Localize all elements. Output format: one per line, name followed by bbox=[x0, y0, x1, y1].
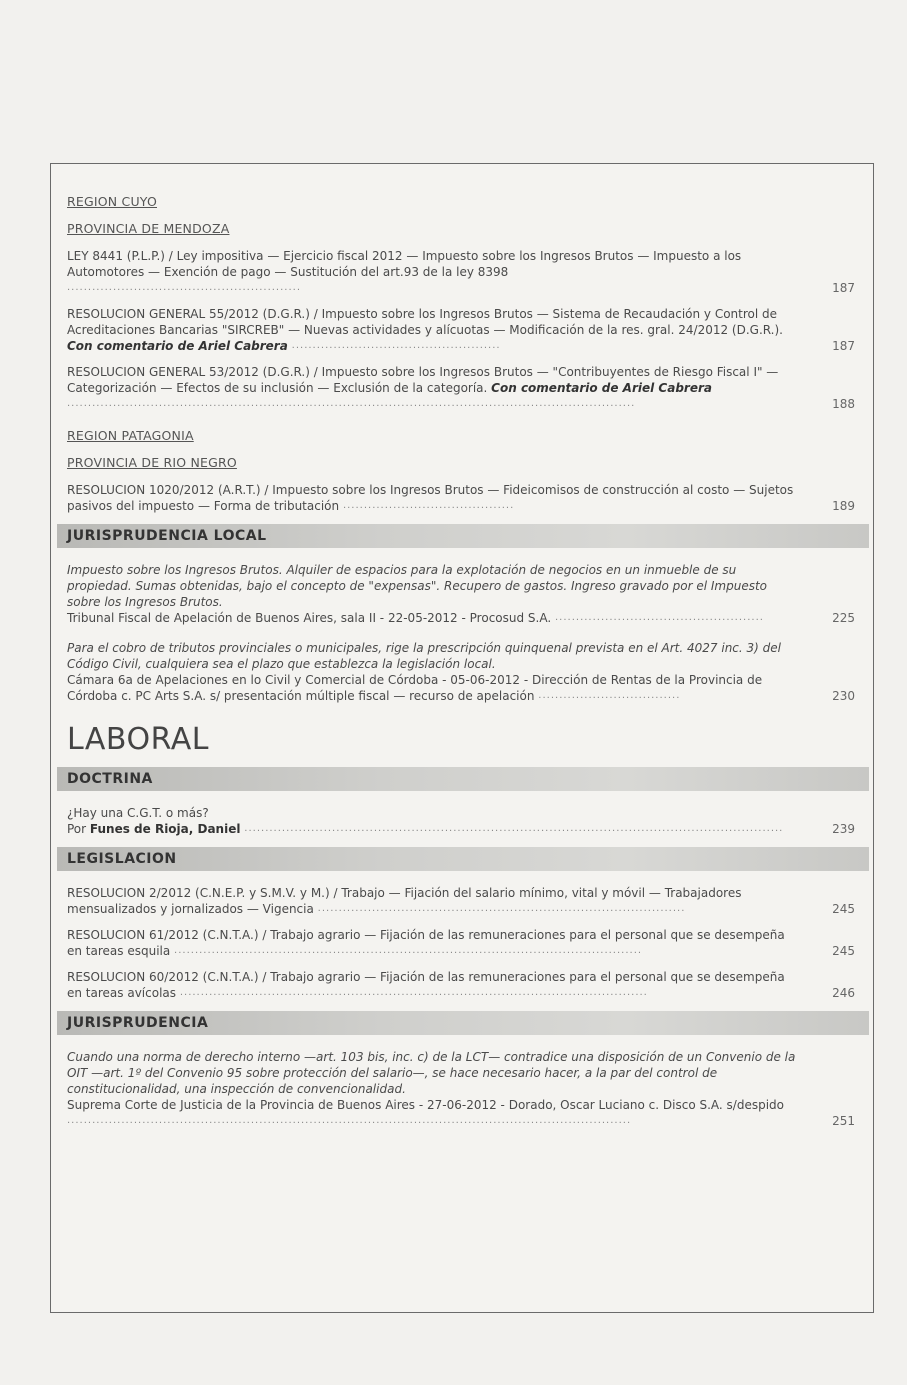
entry-title: ¿Hay una C.G.T. o más? bbox=[67, 806, 209, 820]
entry-text: Tribunal Fiscal de Apelación de Buenos Aires, sala II - 22-05-2012 - Procosud S.A. bbox=[67, 611, 552, 625]
index-entry: Para el cobro de tributos provinciales o municipales, rige la prescripción quinquenal prevista en el Art. 4027 inc. 3) del Código Civil, cualquiera sea el plazo que establezca la legislación local. Cámara 6a de Apelaciones en lo Civil y Comercial de Córdoba - 05-06-2012 - Dirección de Rentas de la Provincia de Córdoba c. PC Arts S.A. s/ presentación múltiple fiscal — recurso de apelación .................................. 230 bbox=[67, 641, 855, 703]
index-entry: RESOLUCION GENERAL 53/2012 (D.G.R.) / Impuesto sobre los Ingresos Brutos — "Contribuyentes de Riesgo Fiscal I" — Categorización — Efectos de su inclusión — Exclusión de la categoría. Con comentario de Ariel Cabrera ........................................................................................................................................ 188 bbox=[67, 365, 855, 411]
entry-text: Suprema Corte de Justicia de la Provincia de Buenos Aires - 27-06-2012 - Dorado, Oscar Luciano c. Disco S.A. s/despido bbox=[67, 1098, 785, 1112]
section-band-doctrina: DOCTRINA bbox=[57, 767, 869, 791]
region-heading: REGION PATAGONIA bbox=[67, 428, 194, 443]
entry-summary: Para el cobro de tributos provinciales o municipales, rige la prescripción quinquenal prevista en el Art. 4027 inc. 3) del Código Civil, cualquiera sea el plazo que establezca la legislación local. bbox=[67, 641, 781, 671]
entry-text: RESOLUCION GENERAL 53/2012 (D.G.R.) / Impuesto sobre los Ingresos Brutos — "Contribuyentes de Riesgo Fiscal I" — Categorización — Efectos de su inclusión — Exclusión de la categoría. bbox=[67, 365, 779, 395]
entry-text: RESOLUCION 2/2012 (C.N.E.P. y S.M.V. y M.) / Trabajo — Fijación del salario mínimo, vital y móvil — Trabajadores mensualizados y jornalizados — Vigencia bbox=[67, 886, 742, 916]
page-number: 225 bbox=[832, 611, 855, 625]
section-band-legislacion: LEGISLACION bbox=[57, 847, 869, 871]
entry-text: Cámara 6a de Apelaciones en lo Civil y Comercial de Córdoba - 05-06-2012 - Dirección de Rentas de la Provincia de Córdoba c. PC Arts S.A. s/ presentación múltiple fiscal — recurso de apelación bbox=[67, 673, 763, 703]
index-entry: RESOLUCION GENERAL 55/2012 (D.G.R.) / Impuesto sobre los Ingresos Brutos — Sistema de Recaudación y Control de Acreditaciones Bancarias "SIRCREB" — Nuevas actividades y alícuotas — Modificación de la res. gral. 24/2012 (D.G.R.). Con comentario de Ariel Cabrera .................................................. 187 bbox=[67, 307, 855, 353]
index-entry: Cuando una norma de derecho interno —art. 103 bis, inc. c) de la LCT— contradice una disposición de un Convenio de la OIT —art. 1º del Convenio 95 sobre protección del salario—, se hace necesario hacer, a la par del control de constitucionalidad, una inspección de convencionalidad. Suprema Corte de Justicia de la Provincia de Buenos Aires - 27-06-2012 - Dorado, Oscar Luciano c. Disco S.A. s/despido ....................................................................................................................................... 251 bbox=[67, 1050, 855, 1128]
page-number: 251 bbox=[832, 1114, 855, 1128]
author-prefix: Por bbox=[67, 822, 90, 836]
entry-comment: Con comentario de Ariel Cabrera bbox=[67, 339, 288, 353]
section-band-jurisprudencia: JURISPRUDENCIA bbox=[57, 1011, 869, 1035]
page-number: 187 bbox=[832, 281, 855, 295]
index-entry: Impuesto sobre los Ingresos Brutos. Alquiler de espacios para la explotación de negocios en un inmueble de su propiedad. Sumas obtenidas, bajo el concepto de "expensas". Recupero de gastos. Ingreso gravado por el Impuesto sobre los Ingresos Brutos. Tribunal Fiscal de Apelación de Buenos Aires, sala II - 22-05-2012 - Procosud S.A. .................................................. 225 bbox=[67, 563, 855, 625]
index-entry: RESOLUCION 61/2012 (C.N.T.A.) / Trabajo agrario — Fijación de las remuneraciones para el personal que se desempeña en tareas esquila ................................................................................................................ 245 bbox=[67, 928, 855, 958]
page-number: 245 bbox=[832, 902, 855, 916]
page-number: 239 bbox=[832, 822, 855, 836]
page-number: 188 bbox=[832, 397, 855, 411]
entry-text: RESOLUCION 60/2012 (C.N.T.A.) / Trabajo agrario — Fijación de las remuneraciones para el personal que se desempeña en tareas avícolas bbox=[67, 970, 785, 1000]
entry-text: RESOLUCION GENERAL 55/2012 (D.G.R.) / Impuesto sobre los Ingresos Brutos — Sistema de Recaudación y Control de Acreditaciones Bancarias "SIRCREB" — Nuevas actividades y alícuotas — Modificación de la res. gral. 24/2012 (D.G.R.). bbox=[67, 307, 783, 337]
entry-text: RESOLUCION 1020/2012 (A.R.T.) / Impuesto sobre los Ingresos Brutos — Fideicomisos de construcción al costo — Sujetos pasivos del impuesto — Forma de tributación bbox=[67, 483, 794, 513]
entry-comment: Con comentario de Ariel Cabrera bbox=[491, 381, 712, 395]
page-number: 245 bbox=[832, 944, 855, 958]
index-entry: RESOLUCION 1020/2012 (A.R.T.) / Impuesto sobre los Ingresos Brutos — Fideicomisos de construcción al costo — Sujetos pasivos del impuesto — Forma de tributación ......................................... 189 bbox=[67, 483, 855, 513]
index-entry: LEY 8441 (P.L.P.) / Ley impositiva — Ejercicio fiscal 2012 — Impuesto sobre los Ingresos Brutos — Impuesto a los Automotores — Exención de pago — Sustitución del art.93 de la ley 8398 ........................................................ 187 bbox=[67, 249, 855, 295]
region-heading: REGION CUYO bbox=[67, 194, 157, 209]
page-number: 230 bbox=[832, 689, 855, 703]
entry-text: LEY 8441 (P.L.P.) / Ley impositiva — Ejercicio fiscal 2012 — Impuesto sobre los Ingresos Brutos — Impuesto a los Automotores — Exención de pago — Sustitución del art.93 de la ley 8398 bbox=[67, 249, 742, 279]
index-content bbox=[67, 194, 859, 1139]
page-number: 246 bbox=[832, 986, 855, 1000]
index-entry: RESOLUCION 2/2012 (C.N.E.P. y S.M.V. y M.) / Trabajo — Fijación del salario mínimo, vital y móvil — Trabajadores mensualizados y jornalizados — Vigencia ........................................................................................ 245 bbox=[67, 886, 855, 916]
entry-text: RESOLUCION 61/2012 (C.N.T.A.) / Trabajo agrario — Fijación de las remuneraciones para el personal que se desempeña en tareas esquila bbox=[67, 928, 785, 958]
index-entry: RESOLUCION 60/2012 (C.N.T.A.) / Trabajo agrario — Fijación de las remuneraciones para el personal que se desempeña en tareas avícolas ................................................................................................................ 246 bbox=[67, 970, 855, 1000]
province-heading: PROVINCIA DE RIO NEGRO bbox=[67, 455, 237, 470]
entry-summary: Cuando una norma de derecho interno —art. 103 bis, inc. c) de la LCT— contradice una disposición de un Convenio de la OIT —art. 1º del Convenio 95 sobre protección del salario—, se hace necesario hacer, a la par del control de constitucionalidad, una inspección de convencionalidad. bbox=[67, 1050, 796, 1096]
entry-summary: Impuesto sobre los Ingresos Brutos. Alquiler de espacios para la explotación de negocios en un inmueble de su propiedad. Sumas obtenidas, bajo el concepto de "expensas". Recupero de gastos. Ingreso gravado por el Impuesto sobre los Ingresos Brutos. bbox=[67, 563, 768, 609]
index-frame bbox=[50, 163, 874, 1313]
page-number: 189 bbox=[832, 499, 855, 513]
province-heading: PROVINCIA DE MENDOZA bbox=[67, 221, 230, 236]
index-entry: ¿Hay una C.G.T. o más? Por Funes de Rioja, Daniel ................................................................................................................................. 239 bbox=[67, 806, 855, 836]
entry-author: Funes de Rioja, Daniel bbox=[89, 822, 241, 836]
page-number: 187 bbox=[832, 339, 855, 353]
section-title-laboral: LABORAL bbox=[67, 722, 209, 757]
section-band-jurisprudencia-local: JURISPRUDENCIA LOCAL bbox=[57, 524, 869, 548]
